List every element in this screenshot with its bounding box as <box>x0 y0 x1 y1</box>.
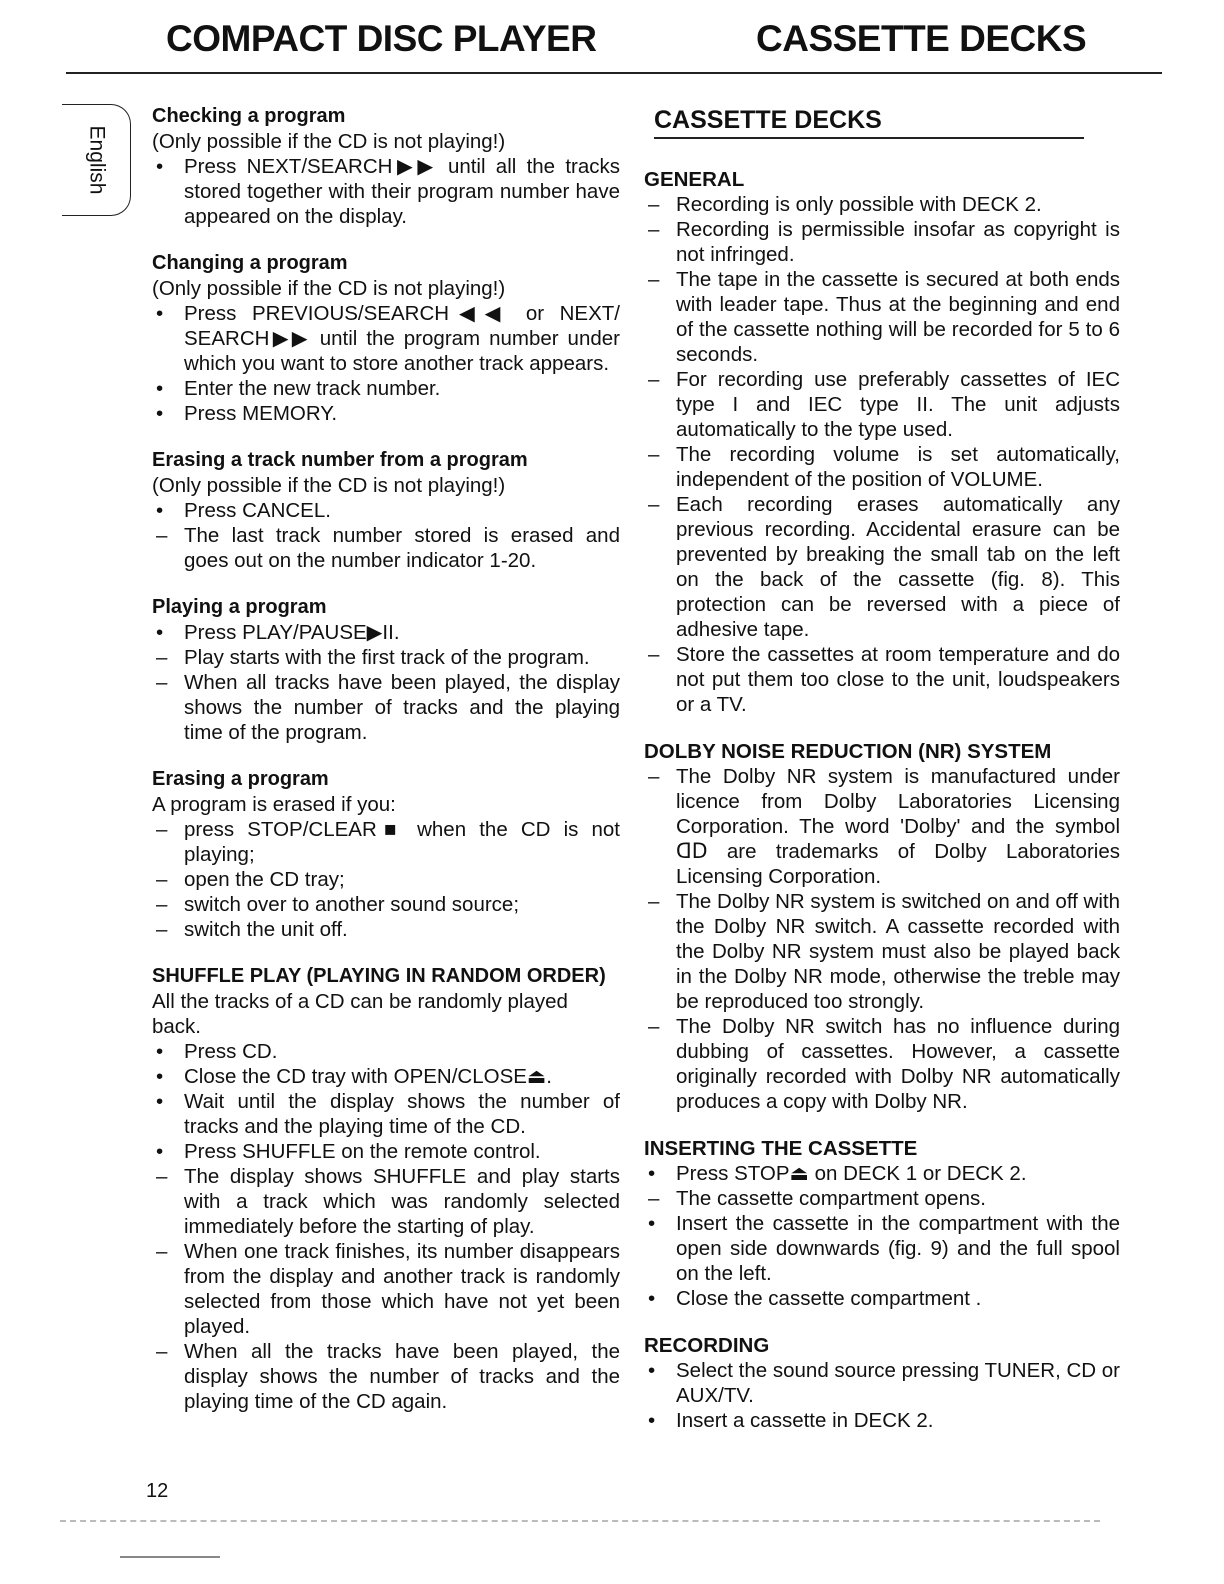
bullet-item: • Press SHUFFLE on the remote control. <box>152 1139 620 1164</box>
page-header-left: COMPACT DISC PLAYER <box>166 18 597 59</box>
dash-item: – switch the unit off. <box>152 917 620 942</box>
section-note: All the tracks of a CD can be randomly played back. <box>152 990 568 1038</box>
section-shuffle-play <box>152 964 620 1414</box>
dash-item: – The Dolby NR system is manufactured under licence from Dolby Laboratories Licensing Corporation. The word 'Dolby' and the symbol ᗡᗞ are trademarks of Dolby Laboratories Licensing Corporation. <box>644 764 1120 889</box>
bullet-item: • Select the sound source pressing TUNER, CD or AUX/TV. <box>644 1358 1120 1408</box>
item-list <box>644 192 1120 717</box>
section-title: SHUFFLE PLAY (PLAYING IN RANDOM ORDER) <box>152 965 606 987</box>
section-title: RECORDING <box>644 1334 770 1357</box>
bullet-item: • Insert the cassette in the compartment with the open side downwards (fig. 9) and the full spool on the left. <box>644 1211 1120 1286</box>
item-list <box>152 620 620 745</box>
dash-item: – Play starts with the first track of the program. <box>152 645 620 670</box>
item-list <box>644 1358 1120 1433</box>
bullet-item: • Press STOP⏏ on DECK 1 or DECK 2. <box>644 1161 1120 1186</box>
section-general <box>644 167 1120 717</box>
section-note: (Only possible if the CD is not playing!) <box>152 474 506 497</box>
section-title: GENERAL <box>644 168 745 191</box>
scan-artifact <box>60 1520 1100 1524</box>
bullet-item: • Press MEMORY. <box>152 401 620 426</box>
section-title: DOLBY NOISE REDUCTION (NR) SYSTEM <box>644 740 1052 763</box>
dash-item: – When one track finishes, its number disappears from the display and another track is randomly selected from those which have not yet been played. <box>152 1239 620 1339</box>
bullet-item: • Enter the new track number. <box>152 376 620 401</box>
bullet-item: • Press NEXT/SEARCH▶▶ until all the tracks stored together with their program number have appeared on the display. <box>152 154 620 229</box>
dash-item: – Recording is permissible insofar as copyright is not infringed. <box>644 217 1120 267</box>
dash-item: – The cassette compartment opens. <box>644 1186 1120 1211</box>
section-title: Checking a program <box>152 105 346 127</box>
bullet-item: • Press PREVIOUS/SEARCH◀◀ or NEXT/ SEARCH▶▶ until the program number under which you want to store another track appears. <box>152 301 620 376</box>
bullet-item: • Press PLAY/PAUSE▶II. <box>152 620 620 645</box>
scan-artifact <box>120 1556 220 1558</box>
section-recording <box>644 1333 1120 1433</box>
section-title: Changing a program <box>152 252 348 274</box>
dash-item: – Store the cassettes at room temperature and do not put them too close to the unit, loudspeakers or a TV. <box>644 642 1120 717</box>
bullet-item: • Close the CD tray with OPEN/CLOSE⏏. <box>152 1064 620 1089</box>
item-list <box>152 817 620 942</box>
item-list <box>152 301 620 426</box>
section-note: A program is erased if you: <box>152 793 396 816</box>
dash-item: – open the CD tray; <box>152 867 620 892</box>
item-list <box>644 764 1120 1114</box>
section-title: Playing a program <box>152 596 327 618</box>
bullet-item: • Close the cassette compartment . <box>644 1286 1120 1311</box>
section-note: (Only possible if the CD is not playing!) <box>152 130 506 153</box>
dash-item: – When all tracks have been played, the display shows the number of tracks and the playing time of the program. <box>152 670 620 745</box>
section-note: (Only possible if the CD is not playing!) <box>152 277 506 300</box>
section-dolby-nr <box>644 739 1120 1114</box>
language-tab-label: English <box>85 125 109 195</box>
item-list <box>152 498 620 573</box>
section-title: INSERTING THE CASSETTE <box>644 1137 918 1160</box>
section-changing-program <box>152 251 620 426</box>
dash-item: – The Dolby NR switch has no influence during dubbing of cassettes. However, a cassette originally recorded with Dolby NR automatically produces a copy with Dolby NR. <box>644 1014 1120 1114</box>
bullet-item: • Wait until the display shows the number of tracks and the playing time of the CD. <box>152 1089 620 1139</box>
item-list <box>152 1039 620 1414</box>
section-playing-program <box>152 595 620 745</box>
language-tab <box>62 104 131 216</box>
dash-item: – switch over to another sound source; <box>152 892 620 917</box>
dash-item: – The tape in the cassette is secured at both ends with leader tape. Thus at the beginning and end of the cassette nothing will be recorded for 5 to 6 seconds. <box>644 267 1120 367</box>
right-column <box>644 108 1120 1455</box>
dash-item: – Each recording erases automatically any previous recording. Accidental erasure can be prevented by breaking the small tab on the left on the back of the cassette (fig. 8). This protection can be reversed with a piece of adhesive tape. <box>644 492 1120 642</box>
dash-item: – For recording use preferably cassettes of IEC type I and IEC type II. The unit adjusts automatically to the type used. <box>644 367 1120 442</box>
section-inserting-cassette <box>644 1136 1120 1311</box>
section-title: Erasing a program <box>152 768 329 790</box>
page-number: 12 <box>146 1480 169 1502</box>
cassette-decks-heading: CASSETTE DECKS <box>654 108 1084 139</box>
dash-item: – The Dolby NR system is switched on and off with the Dolby NR switch. A cassette recorded with the Dolby NR system must also be played back in the Dolby NR mode, otherwise the treble may be reproduced too strongly. <box>644 889 1120 1014</box>
dash-item: – The display shows SHUFFLE and play starts with a track which was randomly selected immediately before the starting of play. <box>152 1164 620 1239</box>
dash-item: – The last track number stored is erased and goes out on the number indicator 1-20. <box>152 523 620 573</box>
section-erasing-track <box>152 448 620 573</box>
section-checking-program <box>152 104 620 229</box>
dash-item: – The recording volume is set automatically, independent of the position of VOLUME. <box>644 442 1120 492</box>
bullet-item: • Press CD. <box>152 1039 620 1064</box>
left-column <box>152 104 620 1436</box>
dash-item: – press STOP/CLEAR■ when the CD is not playing; <box>152 817 620 867</box>
item-list <box>152 154 620 229</box>
bullet-item: • Press CANCEL. <box>152 498 620 523</box>
page-header-right: CASSETTE DECKS <box>756 18 1087 59</box>
bullet-item: • Insert a cassette in DECK 2. <box>644 1408 1120 1433</box>
header-rule <box>66 72 1162 74</box>
dash-item: – Recording is only possible with DECK 2. <box>644 192 1120 217</box>
section-erasing-program <box>152 767 620 942</box>
item-list <box>644 1161 1120 1311</box>
dash-item: – When all the tracks have been played, the display shows the number of tracks and the playing time of the CD again. <box>152 1339 620 1414</box>
section-title: Erasing a track number from a program <box>152 449 528 471</box>
